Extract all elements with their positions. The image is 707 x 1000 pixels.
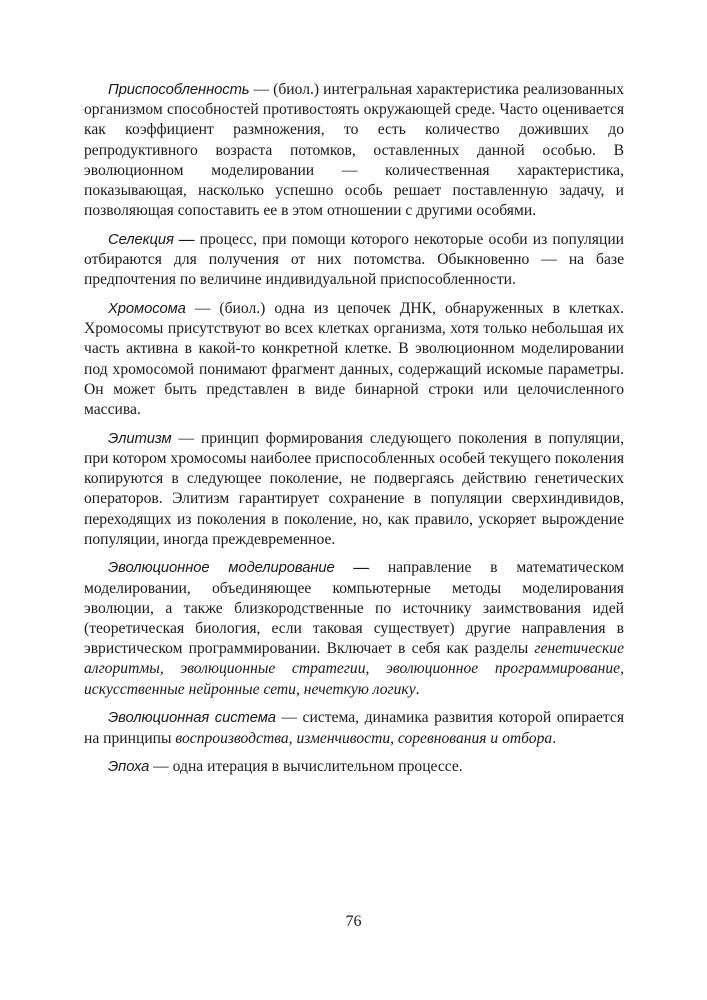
- entry-end: .: [552, 729, 557, 747]
- entry-definition: одна итерация в вычислительном процессе.: [172, 758, 463, 776]
- entry-definition: (биол.) одна из цепочек ДНК, обнаруженных в клетках. Хромосомы присутствуют во всех клетках организма, хотя только небольшая их часть активна в какой-то конкретной клетке. В эволюционном моделировании под хромосомой понимают фрагмент данных, содержащий искомые параметры. Он может быть представлен в виде бинарной строки или целочисленного массива.: [84, 300, 625, 419]
- glossary-term: Эволюционная система: [108, 710, 276, 727]
- entry-italic-list: генетические алгоритмы, эволюционные стратегии, эволюционное программирование, искусственные нейронные сети, нечеткую логику: [84, 640, 624, 698]
- glossary-entry: [84, 558, 624, 699]
- glossary-term: Элитизм: [108, 430, 172, 447]
- glossary-text: [84, 80, 624, 786]
- glossary-term: Приспособленность: [108, 82, 250, 98]
- glossary-entry: [84, 708, 624, 748]
- entry-italic-list: воспроизводства, изменчивости, соревнования и отбора: [175, 729, 553, 747]
- term-dash: —: [171, 429, 201, 447]
- entry-end: .: [415, 680, 420, 698]
- term-dash: —: [249, 81, 274, 98]
- entry-definition: (биол.) интегральная характеристика реализованных организмом способностей противостоять окружающей среде. Часто оценивается как коэффициент размножения, то есть количество доживших до репродуктивного возраста потомков, оставленных данной особью. В эволюционном моделировании — количественная характеристика, показывающая, насколько успешно особь решает поставленную задачу, и позволяющая сопоставить ее в этом отношении с другими особями.: [84, 81, 624, 220]
- glossary-entry: [84, 757, 624, 777]
- term-dash: —: [173, 230, 200, 248]
- term-dash: —: [185, 300, 220, 318]
- entry-definition: направление в математическом моделировании, объединяющее компьютерные методы моделирования эволюции, а также близкородственные по источнику заимствования идей (теоретическая биология, если таковая существует) другие направления в эвристическом программировании. Включает в себя как разделы: [84, 559, 625, 658]
- glossary-entry: [84, 429, 624, 550]
- glossary-term: Эволюционное моделирование: [108, 560, 335, 577]
- term-dash: —: [334, 559, 388, 577]
- entry-definition: система, динамика развития которой опирается на принципы: [84, 709, 625, 747]
- term-dash: —: [149, 758, 173, 776]
- glossary-term: Селекция: [108, 231, 174, 248]
- entry-definition: процесс, при помощи которого некоторые особи из популяции отбираются для получения от них потомства. Обыкновенно — на базе предпочтения по величине индивидуальной приспособленности.: [84, 230, 625, 289]
- glossary-entry: [84, 80, 624, 221]
- glossary-term: Эпоха: [108, 759, 150, 776]
- entry-definition: принцип формирования следующего поколения в популяции, при котором хромосомы наиболее приспособленных особей текущего поколения копируются в следующее поколение, не подвергаясь действию генетических операторов. Элитизм гарантирует сохранение в популяции сверхиндивидов, переходящих из поколения в поколение, но, как правило, ускоряет вырождение популяции, иногда преждевременное.: [84, 429, 624, 548]
- page-number: 76: [345, 913, 362, 930]
- glossary-entry: [84, 299, 624, 420]
- glossary-term: Хромосома: [108, 301, 186, 318]
- term-dash: —: [275, 709, 303, 727]
- glossary-entry: [84, 230, 624, 291]
